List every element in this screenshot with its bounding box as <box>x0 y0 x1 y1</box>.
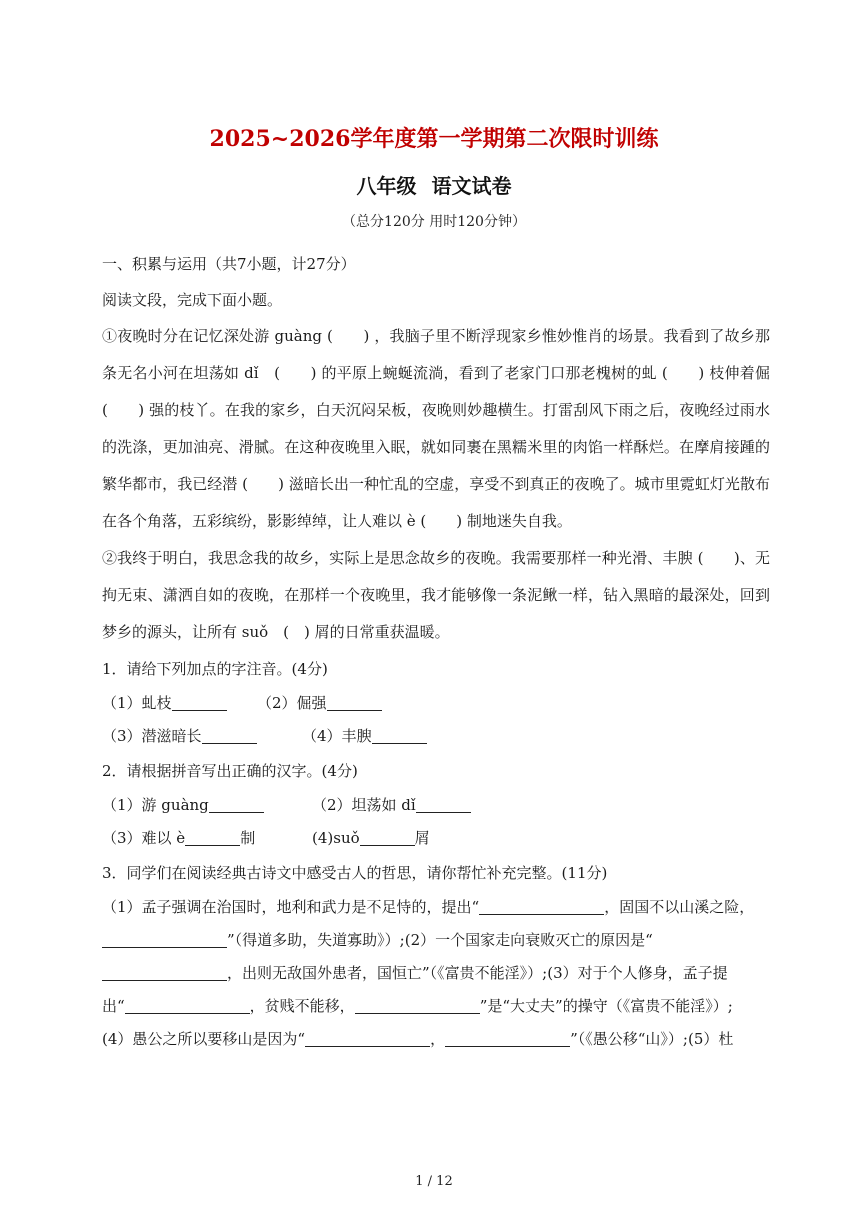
q1-item-4: （4）丰腴 <box>302 720 427 753</box>
answer-blank[interactable] <box>209 794 264 813</box>
question-1-row-2 <box>102 720 770 753</box>
q2-item-3: （3）难以 è 制 <box>102 829 256 847</box>
question-1-stem: 1．请给下列加点的字注音。(4分) <box>102 660 328 678</box>
page-number: 1 / 12 <box>415 1174 453 1189</box>
exam-title: 2025~2026学年度第一学期第二次限时训练 <box>209 126 659 152</box>
subject-label: 语文试卷 <box>431 174 512 198</box>
exam-meta: （总分120分 用时120分钟） <box>342 214 526 230</box>
exam-body <box>102 246 770 1056</box>
answer-blank[interactable] <box>102 929 227 948</box>
answer-blank[interactable] <box>360 827 415 846</box>
q2-item-1: （1）游 guàng <box>102 789 312 822</box>
question-3-line-1: （1）孟子强调在治国时，地利和武力是不足恃的，提出“ ，固国不以山溪之险， <box>102 898 755 916</box>
question-2-stem: 2．请根据拼音写出正确的汉字。(4分) <box>102 762 358 780</box>
q1-item-2: （2）倔强 <box>257 687 382 720</box>
reading-paragraph-2: ②我终于明白，我思念我的故乡，实际上是思念故乡的夜晚。我需要那样一种光滑、丰腴 ( )、无拘无束、潇洒自如的夜晚，在那样一个夜晚里，我才能够像一条泥鳅一样，钻入黑暗的最深处，回到梦乡的源头，让所有 suǒ ( ) 屑的日常重获温暖。 <box>102 549 770 641</box>
answer-blank[interactable] <box>479 896 604 915</box>
answer-blank[interactable] <box>125 995 250 1014</box>
answer-blank[interactable] <box>185 827 240 846</box>
grade-label: 八年级 <box>356 174 417 198</box>
q2-item-2: （2）坦荡如 dǐ <box>312 789 471 822</box>
answer-blank[interactable] <box>327 692 382 711</box>
q2-item-4: (4)suǒ 屑 <box>312 829 430 847</box>
section-heading: 一、积累与运用（共7小题，计27分） <box>102 255 356 273</box>
exam-subtitle <box>0 170 868 199</box>
answer-blank[interactable] <box>355 995 480 1014</box>
question-3-line-5: (4）愚公之所以要移山是因为“ ， ”（《愚公移“山》）;(5）杜 <box>102 1030 734 1048</box>
reading-paragraph-1: ①夜晚时分在记忆深处游 guàng ( ) ，我脑子里不断浮现家乡惟妙惟肖的场景。我看到了故乡那条无名小河在坦荡如 dǐ ( ) 的平原上蜿蜒流淌，看到了老家门口那老槐树的虬 ( ) 枝伸着倔 ( ) 强的枝丫。在我的家乡，白天沉闷呆板，夜晚则妙趣横生。打雷刮风下雨之后，夜晚经过雨水的洗涤，更加油亮、滑腻。在这种夜晚里入眠，就如同裹在黑糯米里的肉馅一样酥烂。在摩肩接踵的繁华都市，我已经潜 ( ) 滋暗长出一种忙乱的空虚，享受不到真正的夜晚了。城市里霓虹灯光散布在各个角落，五彩缤纷，影影绰绰，让人难以 è ( ) 制地迷失自我。 <box>102 327 770 530</box>
question-3-line-3: ，出则无敌国外患者，国恒亡”（《富贵不能淫》）;(3）对于个人修身，孟子提 <box>102 957 770 990</box>
question-1-row-1 <box>102 687 770 720</box>
question-3-stem: 3．同学们在阅读经典古诗文中感受古人的哲思，请你帮忙补充完整。(11分) <box>102 864 608 882</box>
answer-blank[interactable] <box>372 725 427 744</box>
q1-item-1: （1）虬枝 <box>102 687 257 720</box>
answer-blank[interactable] <box>202 725 257 744</box>
question-2-row-2 <box>102 822 770 855</box>
section-intro: 阅读文段，完成下面小题。 <box>102 291 283 309</box>
question-2-row-1 <box>102 789 770 822</box>
answer-blank[interactable] <box>445 1028 570 1047</box>
q1-item-3: （3）潜滋暗长 <box>102 720 302 753</box>
answer-blank[interactable] <box>102 962 227 981</box>
question-3-line-4: 出“ ，贫贱不能移， ”是“大丈夫”的操守（《富贵不能淫》）; <box>102 997 733 1015</box>
answer-blank[interactable] <box>416 794 471 813</box>
answer-blank[interactable] <box>305 1028 430 1047</box>
answer-blank[interactable] <box>172 692 227 711</box>
question-3-line-2: ”（得道多助，失道寡助》）;(2）一个国家走向衰败灭亡的原因是“ <box>102 924 770 957</box>
